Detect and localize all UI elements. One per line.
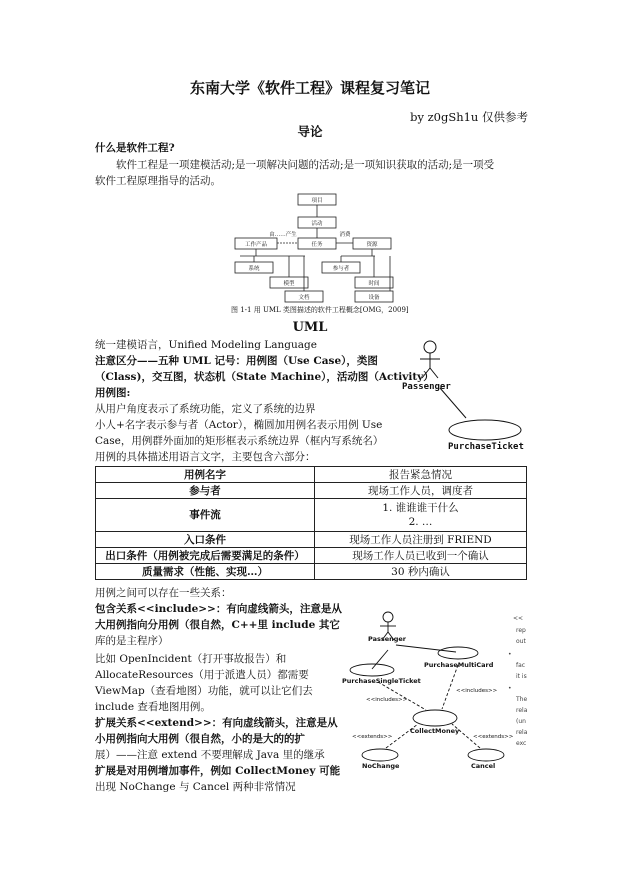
table-row: [96, 548, 527, 564]
intro-paragraph-line: 软件工程是一项建模活动;是一项解决问题的活动;是一项知识获取的活动;是一项受: [116, 159, 495, 171]
class-label-equipment: 设备: [368, 295, 380, 301]
table-key: 出口条件（用例被完成后需要满足的条件）: [96, 548, 315, 564]
section-heading-intro: 导论: [297, 124, 323, 139]
extend-line: 展）——注意 extend 不要理解成 Java 里的继承: [95, 749, 325, 761]
page-title: 东南大学《软件工程》课程复习笔记: [189, 79, 430, 97]
example-line: include 查看地图用例。: [95, 701, 211, 713]
example-line: ViewMap（查看地图）功能，就可以让它们去: [95, 685, 313, 697]
class-label-document: 文档: [298, 295, 310, 301]
table-value: 2. …: [408, 516, 433, 528]
table-row: [96, 467, 527, 483]
table-row: [96, 564, 527, 580]
side-fragment: rela: [516, 707, 528, 714]
class-label-time: 时间: [368, 281, 380, 287]
example-line: AllocateResources（用于派遣人员）都需要: [95, 669, 309, 681]
include-label: <<includes>>: [456, 688, 498, 694]
usecase-ellipse-single: [350, 664, 394, 676]
actor-head: [424, 341, 436, 353]
side-fragment: out: [516, 638, 526, 645]
table-value: 30 秒内确认: [315, 564, 527, 580]
usecase-diagram-simple: [400, 338, 530, 456]
extend-line: 扩展关系<<extend>>：有向虚线箭头，注意是从: [95, 717, 338, 729]
extend-line: 扩展是对用例增加事件，例如 CollectMoney 可能: [95, 765, 341, 777]
class-label-participant: 参与者: [332, 266, 350, 272]
uml-line: 用例的具体描述用语言文字，主要包含六部分：: [95, 451, 316, 463]
table-value: 现场工作人员已收到一个确认: [315, 548, 527, 564]
class-label-activity: 活动: [311, 221, 323, 227]
usecase-ellipse-collect: [413, 710, 457, 726]
usecase-ellipse-multicard: [438, 647, 478, 659]
example-line: 比如 OpenIncident（打开事故报告）和: [95, 653, 287, 665]
assoc-label-consume: 消费: [339, 232, 351, 238]
class-label-task: 任务: [311, 242, 323, 248]
table-key: 用例名字: [96, 467, 315, 483]
usecase-heading: 用例图:: [95, 387, 131, 399]
uml-line: 从用户角度表示了系统功能，定义了系统的边界: [95, 403, 316, 415]
usecase-label-nochange: NoChange: [362, 762, 400, 770]
side-fragment: rela: [516, 729, 528, 736]
table-value: 现场工作人员注册到 FRIEND: [315, 532, 527, 548]
side-fragment: exc: [516, 740, 527, 747]
intro-paragraph-line: 软件工程原理指导的活动。: [95, 175, 221, 187]
table-value: 1. 谁谁谁干什么: [382, 502, 459, 514]
extend-label: <<extends>>: [352, 734, 393, 740]
table-value-cell: [315, 499, 527, 532]
usecase-label: PurchaseTicket: [448, 442, 524, 452]
author-line: by z0gSh1u 仅供参考: [410, 110, 528, 124]
class-label-model: 模型: [283, 281, 295, 287]
usecase-label-single: PurchaseSingleTicket: [342, 677, 421, 685]
class-label-project: 项目: [311, 198, 323, 204]
side-fragment: •: [508, 685, 512, 692]
class-diagram-figure: [225, 192, 410, 312]
class-label-system: 系统: [248, 266, 260, 272]
table-key: 质量需求（性能、实现…）: [96, 564, 315, 580]
side-fragment: •: [508, 651, 512, 658]
include-line: 库的是主程序）: [95, 635, 169, 647]
uml-line: 注意区分——五种 UML 记号：用例图（Use Case），类图: [95, 355, 378, 367]
side-fragment: rep: [516, 627, 526, 634]
extend-line: 小用例指向大用例（很自然，小的是大的的扩: [95, 733, 305, 745]
side-fragment: (un: [516, 718, 526, 725]
usecase-description-table: [95, 466, 527, 580]
usecase-label-cancel: Cancel: [471, 762, 496, 770]
side-fragment: The: [516, 696, 528, 703]
table-row: [96, 499, 527, 532]
actor-label: Passenger: [368, 635, 407, 643]
uml-line: 统一建模语言，Unified Modeling Language: [95, 339, 317, 351]
extend-line: 出现 NoChange 与 Cancel 两种非常情况: [95, 781, 296, 793]
side-fragment: <<: [513, 615, 524, 622]
extend-label: <<extends>>: [473, 734, 514, 740]
question-heading: 什么是软件工程?: [95, 142, 175, 154]
side-fragment: fac: [516, 662, 526, 669]
table-row: [96, 532, 527, 548]
table-row: [96, 483, 527, 499]
relations-intro: 用例之间可以存在一些关系：: [95, 587, 232, 599]
usecase-diagram-relations: [338, 610, 528, 775]
usecase-label-multicard: PurchaseMultiCard: [424, 661, 494, 669]
usecase-ellipse-cancel: [468, 749, 504, 761]
table-key: 入口条件: [96, 532, 315, 548]
usecase-ellipse-nochange: [362, 749, 398, 761]
include-label: <<includes>>: [366, 697, 408, 703]
uml-line: Case，用例群外面加的矩形框表示系统边界（框内写系统名）: [95, 435, 384, 447]
class-label-resource: 资源: [366, 242, 378, 248]
table-value: 现场工作人员，调度者: [315, 483, 527, 499]
table-key: 参与者: [96, 483, 315, 499]
usecase-ellipse: [449, 420, 521, 440]
usecase-label-collect: CollectMoney: [410, 727, 460, 735]
uml-line: （Class)，交互图，状态机（State Machine），活动图（Activity）: [95, 371, 434, 383]
table-key: 事件流: [96, 499, 315, 532]
class-label-work-product: 工作产品: [244, 242, 268, 248]
include-line: 大用例指向分用例（很自然，C++里 include 其它: [95, 619, 340, 631]
figure-caption: 图 1-1 用 UML 类图描述的软件工程概念[OMG，2009]: [231, 306, 409, 314]
include-line: 包含关系<<include>>：有向虚线箭头，注意是从: [95, 603, 342, 615]
table-value: 报告紧急情况: [315, 467, 527, 483]
section-heading-uml: UML: [292, 320, 328, 335]
assoc-label-produce: 由……产生: [269, 232, 297, 238]
side-fragment: it is: [516, 673, 527, 680]
actor-label: Passenger: [402, 382, 451, 392]
uml-line: 小人+名字表示参与者（Actor），椭圆加用例名表示用例 Use: [95, 419, 383, 431]
actor-head: [383, 612, 393, 622]
